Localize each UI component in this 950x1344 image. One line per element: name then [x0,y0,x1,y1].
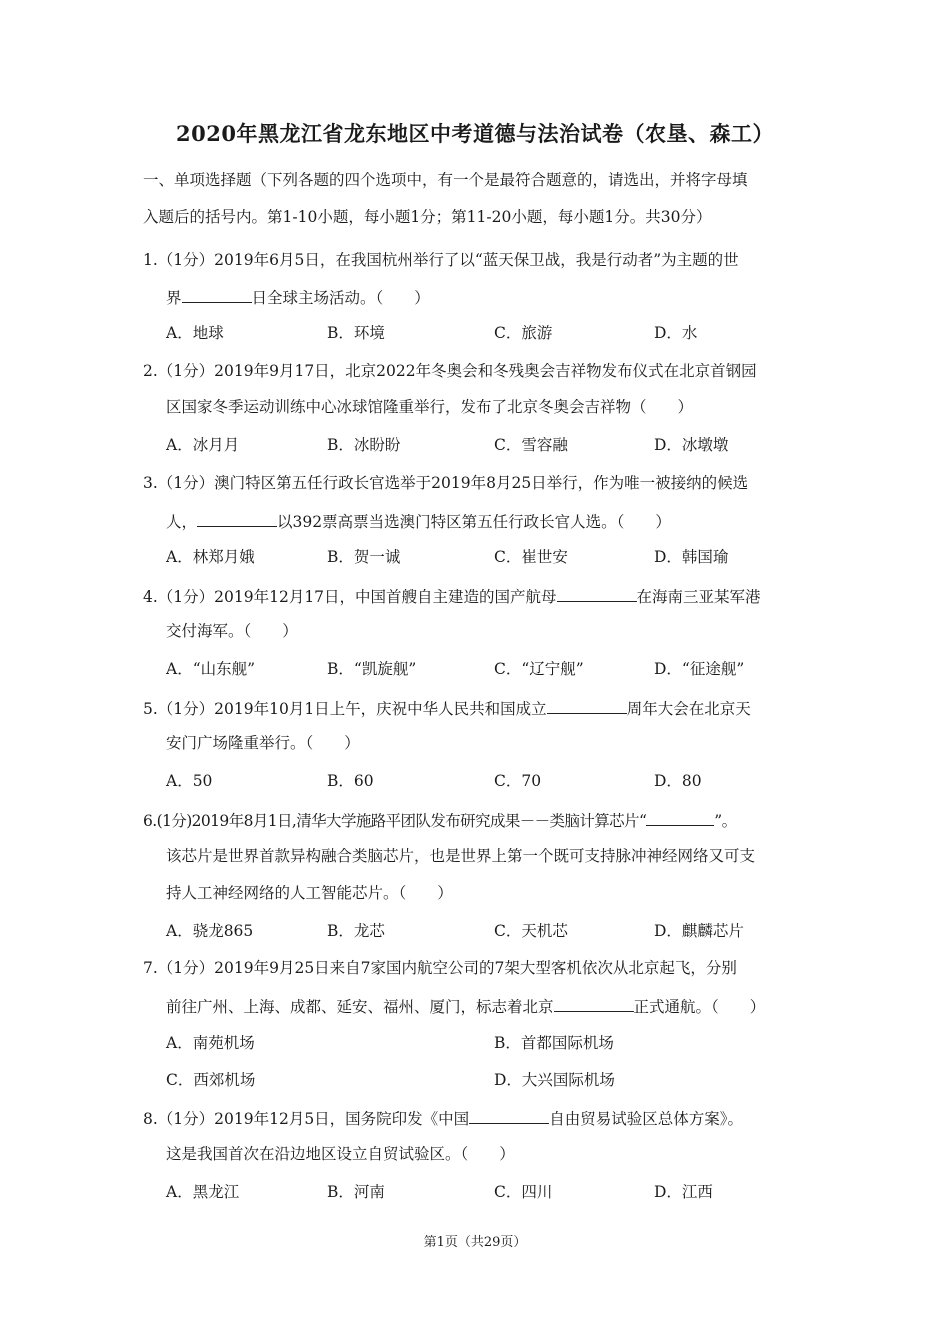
answer-blank [469,1107,549,1124]
answer-blank [646,809,714,826]
option-c: C．西郊机场 [166,1071,256,1089]
question-6-line-2: 该芯片是世界首款异构融合类脑芯片，也是世界上第一个既可支持脉冲神经网络又可支 [166,847,756,865]
option-b: B．环境 [327,324,385,342]
option-c: C．70 [494,772,542,790]
option-b: B．河南 [327,1183,385,1201]
option-b: B．“凯旋舰” [327,660,417,678]
answer-blank [554,995,634,1012]
question-6-line-1 [143,809,737,831]
question-4-line-2: 交付海军。（ ） [166,622,298,640]
option-d: D．麒麟芯片 [654,922,744,940]
option-b: B．首都国际机场 [494,1034,614,1052]
option-b: B．贺一诚 [327,548,401,566]
question-5-line-1 [143,697,751,719]
text: 在海南三亚某军港 [636,588,761,606]
question-7-line-2 [166,995,765,1017]
text: 人， [166,513,198,531]
option-d: D．大兴国际机场 [494,1071,615,1089]
option-a: A．骁龙865 [166,922,254,940]
text: 6.(1分)2019年8月1日,清华大学施路平团队发布研究成果－－类脑计算芯片“ [143,812,647,830]
option-c: C．四川 [494,1183,553,1201]
option-c: C．雪容融 [494,436,568,454]
option-b: B．冰盼盼 [327,436,401,454]
question-6-line-3: 持人工神经网络的人工智能芯片。（ ） [166,884,453,902]
answer-blank [557,585,637,602]
text: 正式通航。（ ） [633,998,766,1016]
option-a: A．黑龙江 [166,1183,240,1201]
option-d: D．冰墩墩 [654,436,729,454]
section-heading-line-2: 入题后的括号内。第1-10小题，每小题1分；第11-20小题，每小题1分。共30分） [143,208,712,226]
text: 以392票高票当选澳门特区第五任行政长官人选。（ ） [277,513,671,531]
page-footer: 第1页（共29页） [423,1235,527,1250]
section-heading-line-1: 一、单项选择题（下列各题的四个选项中，有一个是最符合题意的，请选出，并将字母填 [143,171,748,189]
option-a: A．南苑机场 [166,1034,255,1052]
question-4-line-1 [143,585,761,607]
option-a: A．50 [166,772,213,790]
text: ”。 [714,812,737,830]
text: 周年大会在北京天 [626,700,751,718]
question-1-line-2 [166,286,430,308]
answer-blank [547,697,627,714]
option-b: B．龙芯 [327,922,385,940]
text: 界 [166,289,182,307]
question-8-line-2: 这是我国首次在沿边地区设立自贸试验区。（ ） [166,1145,515,1163]
option-d: D．水 [654,324,698,342]
text: 5.（1分）2019年10月1日上午，庆祝中华人民共和国成立 [143,700,547,718]
question-7-line-1: 7.（1分）2019年9月25日来自7家国内航空公司的7架大型客机依次从北京起飞，分别 [143,959,737,977]
question-1-line-1: 1.（1分）2019年6月5日，在我国杭州举行了以“蓝天保卫战，我是行动者”为主题的世 [143,251,739,269]
page-title: 2020年黑龙江省龙东地区中考道德与法治试卷（农垦、森工） [176,121,774,146]
text: 4.（1分）2019年12月17日，中国首艘自主建造的国产航母 [143,588,557,606]
option-d: D．江西 [654,1183,713,1201]
option-c: C．“辽宁舰” [494,660,584,678]
answer-blank [197,510,277,527]
question-5-line-2: 安门广场隆重举行。（ ） [166,734,360,752]
option-b: B．60 [327,772,374,790]
answer-blank [182,286,252,303]
option-c: C．旅游 [494,324,553,342]
text: 8.（1分）2019年12月5日，国务院印发《中国 [143,1110,470,1128]
question-8-line-1 [143,1107,743,1129]
text: 自由贸易试验区总体方案》。 [549,1110,743,1128]
option-d: D．“征途舰” [654,660,745,678]
text: 日全球主场活动。（ ） [251,289,430,307]
option-c: C．天机芯 [494,922,568,940]
question-2-line-1: 2.（1分）2019年9月17日，北京2022年冬奥会和冬残奥会吉祥物发布仪式在北京首钢园 [143,362,757,380]
option-a: A．林郑月娥 [166,548,255,566]
option-a: A．“山东舰” [166,660,256,678]
question-2-line-2: 区国家冬季运动训练中心冰球馆隆重举行，发布了北京冬奥会吉祥物（ ） [166,398,694,416]
text: 前往广州、上海、成都、延安、福州、厦门，标志着北京 [166,998,554,1016]
option-c: C．崔世安 [494,548,568,566]
question-3-line-1: 3.（1分）澳门特区第五任行政长官选举于2019年8月25日举行，作为唯一被接纳的候选 [143,474,749,492]
question-3-line-2 [166,510,671,532]
option-a: A．冰月月 [166,436,240,454]
option-d: D．韩国瑜 [654,548,729,566]
option-a: A．地球 [166,324,224,342]
option-d: D．80 [654,772,702,790]
